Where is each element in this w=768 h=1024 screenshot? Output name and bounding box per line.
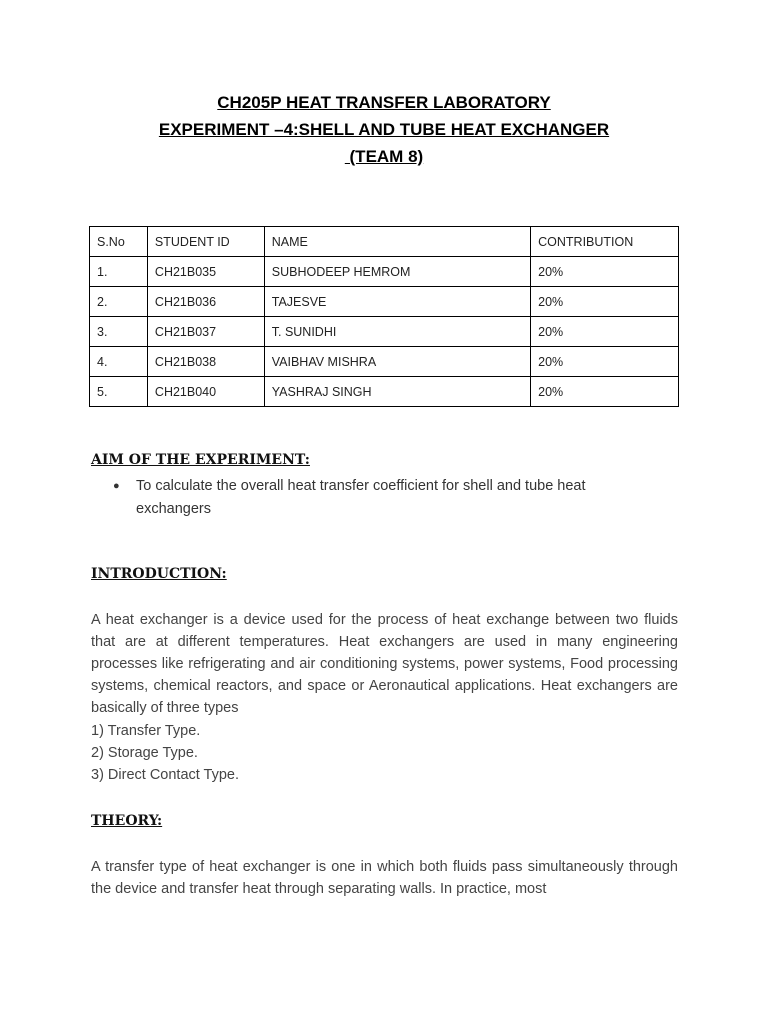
header-cell-name: NAME <box>264 227 530 257</box>
aim-heading: AIM OF THE EXPERIMENT: <box>91 452 310 468</box>
header-cell-student-id: STUDENT ID <box>147 227 264 257</box>
header-cell-sno: S.No <box>90 227 148 257</box>
cell-student-id: CH21B035 <box>147 257 264 287</box>
cell-contribution: 20% <box>531 347 679 377</box>
table-header-row <box>90 227 679 257</box>
introduction-paragraph: A heat exchanger is a device used for the process of heat exchange between two fluids that are at different temperatures. Heat exchangers are used in many engineering processes like refrigerating and air conditioning systems, power systems, Food processing systems, chemical reactors, and space or Aeronautical applications. Heat exchangers are basically of three types <box>91 612 678 716</box>
table-row <box>90 317 679 347</box>
header-cell-contribution: CONTRIBUTION <box>531 227 679 257</box>
cell-contribution: 20% <box>531 257 679 287</box>
cell-contribution: 20% <box>531 377 679 407</box>
cell-student-id: CH21B036 <box>147 287 264 317</box>
cell-name: SUBHODEEP HEMROM <box>264 257 530 287</box>
team-label: (TEAM 8) <box>344 147 424 166</box>
experiment-title: EXPERIMENT –4:SHELL AND TUBE HEAT EXCHANGER <box>158 120 610 139</box>
cell-sno: 4. <box>90 347 148 377</box>
cell-name: VAIBHAV MISHRA <box>264 347 530 377</box>
team-table <box>89 226 679 407</box>
cell-name: T. SUNIDHI <box>264 317 530 347</box>
aim-bullet-text: To calculate the overall heat transfer coefficient for shell and tube heat exchangers <box>136 478 586 517</box>
cell-sno: 5. <box>90 377 148 407</box>
cell-sno: 3. <box>90 317 148 347</box>
aim-bullet-item <box>113 475 653 521</box>
list-item: 2) Storage Type. <box>91 745 198 761</box>
cell-name: TAJESVE <box>264 287 530 317</box>
cell-name: YASHRAJ SINGH <box>264 377 530 407</box>
introduction-heading: INTRODUCTION: <box>91 566 227 582</box>
cell-student-id: CH21B040 <box>147 377 264 407</box>
cell-student-id: CH21B038 <box>147 347 264 377</box>
cell-sno: 1. <box>90 257 148 287</box>
cell-student-id: CH21B037 <box>147 317 264 347</box>
table-row <box>90 287 679 317</box>
table-row <box>90 347 679 377</box>
document-title: CH205P HEAT TRANSFER LABORATORY <box>217 93 551 112</box>
cell-contribution: 20% <box>531 317 679 347</box>
cell-contribution: 20% <box>531 287 679 317</box>
theory-heading: THEORY: <box>91 813 163 829</box>
bullet-icon: ● <box>113 480 120 492</box>
list-item: 3) Direct Contact Type. <box>91 767 240 783</box>
theory-paragraph: A transfer type of heat exchanger is one in which both fluids pass simultaneously through the device and transfer heat through separating walls. In practice, most <box>91 859 678 897</box>
table-row <box>90 377 679 407</box>
table-row <box>90 257 679 287</box>
cell-sno: 2. <box>90 287 148 317</box>
list-item: 1) Transfer Type. <box>91 723 201 739</box>
exchanger-types-list <box>91 720 239 786</box>
